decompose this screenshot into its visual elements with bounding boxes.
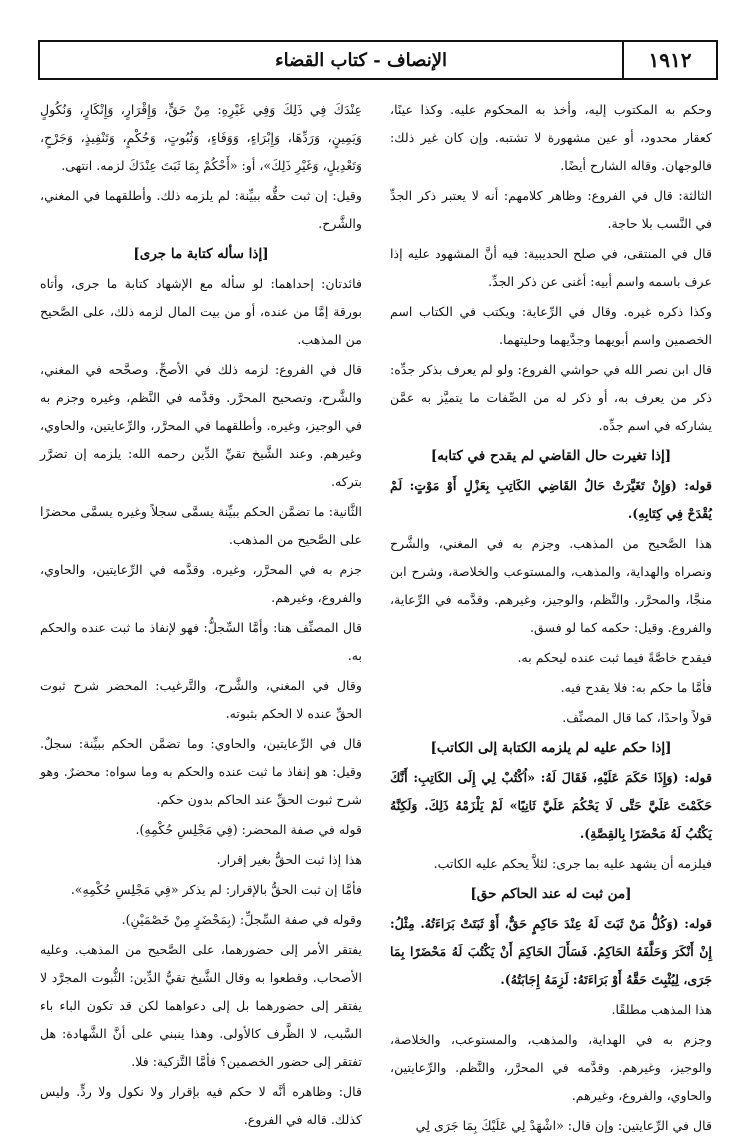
- paragraph: قوله في صفة المحضر: (فِي مَجْلِسِ حُكْمِهِ).: [135, 822, 362, 837]
- section-heading: [إذا حكم عليه لم يلزمه الكتابة إلى الكاتب]: [430, 740, 672, 756]
- paragraph: وقوله في صفة السِّجلِّ: (بِمَحْضَرٍ مِنْ خَصْمَيْنِ).: [121, 912, 362, 927]
- paragraph: قوله: (وَإِذَا حَكَمَ عَلَيْهِ، فَقَالَ لَهُ: «اُكْتُبْ لِي إِلَى الكَاتِبِ: أَنَّكَ حَكَمْتَ عَلَيَّ حَتَّى لَا يَحْكُمَ عَلَيَّ ثَانِيًا» لَمْ يَلْزَمْهُ ذَلِكَ. وَلَكِنَّهُ يَكْتُبُ لَهُ مَحْضَرًا بِالقِصَّةِ).: [390, 770, 712, 841]
- page-header: [38, 40, 718, 80]
- paragraph: الثالثة: قال في الفروع: وظاهر كلامهم: أنه لا يعتبر ذكر الجدِّ في النَّسب بلا حاجة.: [390, 188, 712, 231]
- paragraph: وقيل: إن ثبت حقُّه ببيِّنة: لم يلزمه ذلك. وأطلقهما في المغني، والشَّرح.: [40, 188, 362, 231]
- paragraph: قال في الرِّعايتين، والحاوي: وما تضمَّن الحكم ببيِّنة: سجلٌ. وقيل: هو إنفاذ ما ثبت عنده والحكم به وما سواه: محضرٌ. وهو شرح ثبوت الحقِّ عند الحاكم بدون حكم.: [40, 736, 362, 807]
- paragraph: قوله: (وَكُلُّ مَنْ ثَبَتَ لَهُ عِنْدَ حَاكِمٍ حَقٌّ، أَوْ ثَبَتَتْ بَرَاءَتُهُ. مِثْلُ: إِنْ أَنْكَرَ وَحَلَّفَهُ الحَاكِمُ. فَسَأَلَ الحَاكِمَ أَنْ يَكْتُبَ لَهُ مَحْضَرًا بِمَا جَرَى، لِيُثْبِتَ حَقَّهُ أَوْ بَرَاءَتَهُ: لَزِمَهُ إِجَابَتُهُ).: [390, 916, 712, 987]
- paragraph: فيلزمه أن يشهد عليه بما جرى: لئلاَّ يحكم عليه الكاتب.: [433, 856, 712, 871]
- paragraph: فأمَّا إن ثبت الحقُّ بالإقرار: لم يذكر «فِي مَجْلِسِ حُكْمِهِ».: [70, 882, 362, 897]
- paragraph: قولاً واحدًا، كما قال المصنِّف.: [562, 710, 712, 725]
- paragraph: قوله: (وَإِنْ تَغَيَّرَتْ حَالُ القَاضِي الكَاتِبِ بِعَزْلٍ أَوْ مَوْتٍ: لَمْ يُقْدَحْ فِي كِتَابِهِ).: [390, 478, 712, 521]
- paragraph: يفتقر الأمر إلى حضورهما، على الصَّحيح من المذهب. وعليه الأصحاب. وقطعوا به وقال الشَّيخ تقيُّ الدِّين: الثُّبوت المجرَّد لا يفتقر إلى حضورهما بل إلى دعواهما لكن قد تكون الباء باء السَّبب، لا الظَّرف كالأولى. وهذا ينبني على أنَّ الشَّهادة: هل تفتقر إلى حضور الخصمين؟ فأمَّا التَّزكية: فلا.: [40, 942, 362, 1069]
- running-title: الإنصاف - كتاب القضاء: [275, 49, 447, 71]
- right-column: [390, 96, 712, 1133]
- paragraph: هذا المذهب مطلقًا.: [611, 1002, 712, 1017]
- page-number: ١٩١٢: [622, 42, 716, 78]
- paragraph: عِنْدَكَ فِي ذَلِكَ وَفِي غَيْرِهِ: مِنْ حَقٍّ، وَإِقْرَارٍ، وَإِنْكَارٍ، وَنُكُولٍ وَيَمِينٍ، وَرَدِّهَا، وَإِبْرَاءٍ، وَوَفَاءٍ، وَثُبُوتٍ، وَحُكْمٍ، وَتَنْفِيذٍ، وَجَرْحٍ، وَتَعْدِيلٍ، وَغَيْرِ ذَلِكَ»، أو: «أَحْكُمْ بِمَا ثَبَتَ عِنْدَكَ لزمه. انتهى.: [40, 102, 362, 173]
- paragraph: هذا إذا ثبت الحقُّ بغير إقرار.: [216, 852, 362, 867]
- paragraph: هذا الصَّحيح من المذهب. وجزم به في المغني، والشَّرح ونصراه والهداية، والمذهب، والمستوعب والخلاصة، وشرح ابن منجَّا، والمحرَّر. والنَّظم، والوجيز، وغيرهم. وقدَّمه في الرِّعاية، والفروع. وقيل: حكمه كما لو فسق.: [390, 536, 712, 635]
- paragraph: قال في المنتقى، في صلح الحديبية: فيه أنَّ المشهود عليه إذا عرف باسمه واسم أبيه: أغنى عن ذكر الجدِّ.: [390, 246, 712, 289]
- paragraph: قال ابن نصر الله في حواشي الفروع: ولو لم يعرف بذكر جدِّه: ذكر من يعرف به، أو ذكر له من الصِّفات ما يتميَّز به عمَّن يشاركه في اسم جدِّه.: [390, 362, 712, 433]
- paragraph: جزم به في المحرَّر، وغيره. وقدَّمه في الرِّعايتين، والحاوي، والفروع، وغيرهم.: [40, 562, 362, 605]
- section-heading: [إذا تغيرت حال القاضي لم يقدح في كتابه]: [430, 448, 672, 464]
- paragraph: قال: وظاهره أنَّه لا حكم فيه بإقرار ولا نكول ولا ردٍّ. وليس كذلك. قاله في الفروع.: [40, 1084, 362, 1127]
- paragraph: وحكم به المكتوب إليه، وأخذ به المحكوم عليه. وكذا عينًا، كعقار محدود، أو عين مشهورة لا تشتبه. وإن كان غير ذلك: فالوجهان. وقاله الشارح أيضًا.: [390, 102, 712, 173]
- paragraph: قال في الرِّعايتين: وإن قال: «اشْهَدْ لِي عَلَيْكَ بِمَا جَرَى لِي: [415, 1118, 712, 1133]
- paragraph: فائدتان: إحداهما: لو سأله مع الإشهاد كتابة ما جرى، وأتاه بورقة إمَّا من عنده، أو من بيت المال لزمه ذلك، على الصَّحيح من المذهب.: [40, 276, 362, 347]
- paragraph: وقال في المغني، والشَّرح، والتَّرغيب: المحضر شرح ثبوت الحقِّ عنده لا الحكم بثبوته.: [40, 678, 362, 721]
- left-column: [40, 96, 362, 1127]
- paragraph: وكذا ذكره غيره. وقال في الرِّعاية: ويكتب في الكتاب اسم الخصمين واسم أبويهما وجدَّيهما وحليتهما.: [390, 304, 712, 347]
- paragraph: وجزم به في الهداية، والمذهب، والمستوعب، والخلاصة، والوجيز، وغيرهم. وقدَّمه في المحرَّر، والنَّظم. والرِّعايتين، والحاوي، والفروع، وغيرهم.: [390, 1032, 712, 1103]
- paragraph: قال في الفروع: لزمه ذلك في الأصحِّ. وصحَّحه في المغني، والشَّرح، وتصحيح المحرَّر. وقدَّمه في النَّظم، وغيره وجزم به في الوجيز، وغيره. وأطلقهما في المحرَّر، والرِّعايتين، والحاوي، وغيرهم. وعند الشَّيخ تقيِّ الدِّين رحمه الله: يلزمه إن تضرَّر بتركه.: [40, 362, 362, 489]
- section-heading: [إذا سأله كتابة ما جرى]: [133, 246, 269, 262]
- paragraph: فأمَّا ما حكم به: فلا يقدح فيه.: [560, 680, 712, 695]
- section-heading: [من ثبت له عند الحاكم حق]: [470, 886, 632, 902]
- paragraph: قال المصنِّف هنا: وأمَّا السِّجلُّ: فهو لإنفاذ ما ثبت عنده والحكم به.: [40, 620, 362, 663]
- paragraph: الثَّانية: ما تضمَّن الحكم ببيِّنة يسمَّى سجلاً وغيره يسمَّى محضرًا على الصَّحيح من المذهب.: [40, 504, 362, 547]
- paragraph: فيقدح خاصَّةً فيما ثبت عنده ليحكم به.: [517, 650, 712, 665]
